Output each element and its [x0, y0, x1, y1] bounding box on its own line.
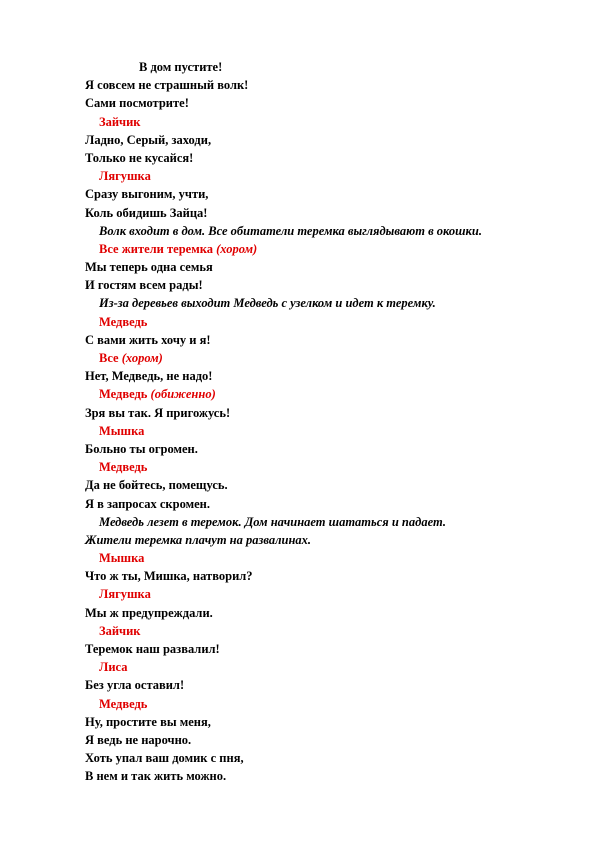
- dialogue-line: [85, 94, 555, 112]
- dialogue-line: [85, 131, 555, 149]
- stage-direction-text: Волк входит в дом. Все обитатели теремка выглядывают в окошки.: [99, 223, 482, 238]
- dialogue-line: [85, 495, 555, 513]
- dialogue-line-text: С вами жить хочу и я!: [85, 332, 211, 347]
- dialogue-line-text: Сами посмотрите!: [85, 96, 189, 111]
- dialogue-line-text: Мы теперь одна семья: [85, 260, 213, 275]
- dialogue-line: [85, 331, 555, 349]
- dialogue-line-text: В нем и так жить можно.: [85, 769, 227, 784]
- dialogue-line-text: Я совсем не страшный волк!: [85, 78, 249, 93]
- dialogue-line: [85, 204, 555, 222]
- dialogue-line-text: Я в запросах скромен.: [85, 496, 210, 511]
- dialogue-line-text: Коль обидишь Зайца!: [85, 205, 208, 220]
- stage-direction: [85, 222, 555, 240]
- speaker-name-text: Медведь: [99, 314, 148, 329]
- dialogue-line-text: Теремок наш развалил!: [85, 642, 220, 656]
- stage-direction: [85, 294, 555, 312]
- dialogue-line: [85, 767, 555, 785]
- dialogue-line: [85, 567, 555, 585]
- speaker-name: [85, 458, 555, 476]
- speaker-name-text: Медведь: [99, 460, 148, 475]
- stage-direction-text: Медведь лезет в теремок. Дом начинает шататься и падает.: [99, 514, 446, 529]
- stage-direction: [85, 513, 555, 531]
- speaker-name-text: Лягушка: [99, 587, 151, 602]
- dialogue-line: [85, 640, 555, 658]
- dialogue-line: [85, 749, 555, 767]
- speaker-name-text: Медведь: [99, 696, 148, 711]
- speaker-name: [85, 313, 555, 331]
- speaker-name: [85, 622, 555, 640]
- speaker-name-text: Лиса: [99, 660, 128, 675]
- speaker-name: [85, 549, 555, 567]
- dialogue-line-text: Что ж ты, Мишка, натворил?: [85, 569, 253, 584]
- speaker-name: [85, 658, 555, 676]
- scene-title: [85, 58, 555, 76]
- dialogue-line-text: И гостям всем рады!: [85, 278, 203, 293]
- speaker-name-text: Зайчик: [99, 623, 141, 638]
- speaker-note: (хором): [216, 241, 258, 256]
- speaker-name-text: Мышка: [99, 551, 145, 566]
- dialogue-line-text: Мы ж предупреждали.: [85, 605, 213, 620]
- dialogue-line: [85, 149, 555, 167]
- speaker-name-text: Зайчик: [99, 114, 141, 129]
- speaker-name: [85, 240, 555, 258]
- speaker-name: [85, 422, 555, 440]
- dialogue-line-text: Сразу выгоним, учти,: [85, 187, 209, 202]
- speaker-name: [85, 113, 555, 131]
- scene-title-text: В дом пустите!: [139, 60, 223, 74]
- speaker-note: (обиженно): [150, 387, 216, 402]
- speaker-name-text: Мышка: [99, 423, 145, 438]
- speaker-name-text: Лягушка: [99, 169, 151, 184]
- dialogue-line: [85, 367, 555, 385]
- dialogue-line-text: Ну, простите вы меня,: [85, 714, 211, 729]
- dialogue-line-text: Зря вы так. Я пригожусь!: [85, 405, 231, 420]
- speaker-note: (хором): [121, 351, 163, 365]
- speaker-name: [85, 585, 555, 603]
- dialogue-line-text: Да не бойтесь, помещусь.: [85, 478, 228, 493]
- speaker-name: [85, 695, 555, 713]
- dialogue-line-text: Только не кусайся!: [85, 150, 194, 165]
- dialogue-line: [85, 476, 555, 494]
- dialogue-line-text: Без угла оставил!: [85, 678, 185, 693]
- stage-direction-text: Жители теремка плачут на развалинах.: [85, 532, 312, 547]
- dialogue-line: [85, 404, 555, 422]
- dialogue-line: [85, 440, 555, 458]
- stage-direction: [85, 531, 555, 549]
- dialogue-line-text: Больно ты огромен.: [85, 441, 198, 456]
- play-script: [85, 58, 555, 786]
- speaker-name: [85, 385, 555, 403]
- speaker-name-text: Медведь: [99, 387, 148, 402]
- dialogue-line: [85, 276, 555, 294]
- dialogue-line: [85, 731, 555, 749]
- dialogue-line: [85, 185, 555, 203]
- speaker-name-text: Все: [99, 351, 119, 365]
- dialogue-line-text: Я ведь не нарочно.: [85, 732, 192, 747]
- dialogue-line: [85, 676, 555, 694]
- dialogue-line: [85, 76, 555, 94]
- speaker-name: [85, 167, 555, 185]
- dialogue-line: [85, 604, 555, 622]
- speaker-name-text: Все жители теремка: [99, 241, 213, 256]
- dialogue-line-text: Ладно, Серый, заходи,: [85, 132, 212, 147]
- stage-direction-text: Из-за деревьев выходит Медведь с узелком и идет к теремку.: [99, 296, 436, 311]
- dialogue-line: [85, 258, 555, 276]
- dialogue-line-text: Нет, Медведь, не надо!: [85, 369, 213, 384]
- dialogue-line-text: Хоть упал ваш домик с пня,: [85, 751, 244, 766]
- dialogue-line: [85, 713, 555, 731]
- speaker-name: [85, 349, 555, 367]
